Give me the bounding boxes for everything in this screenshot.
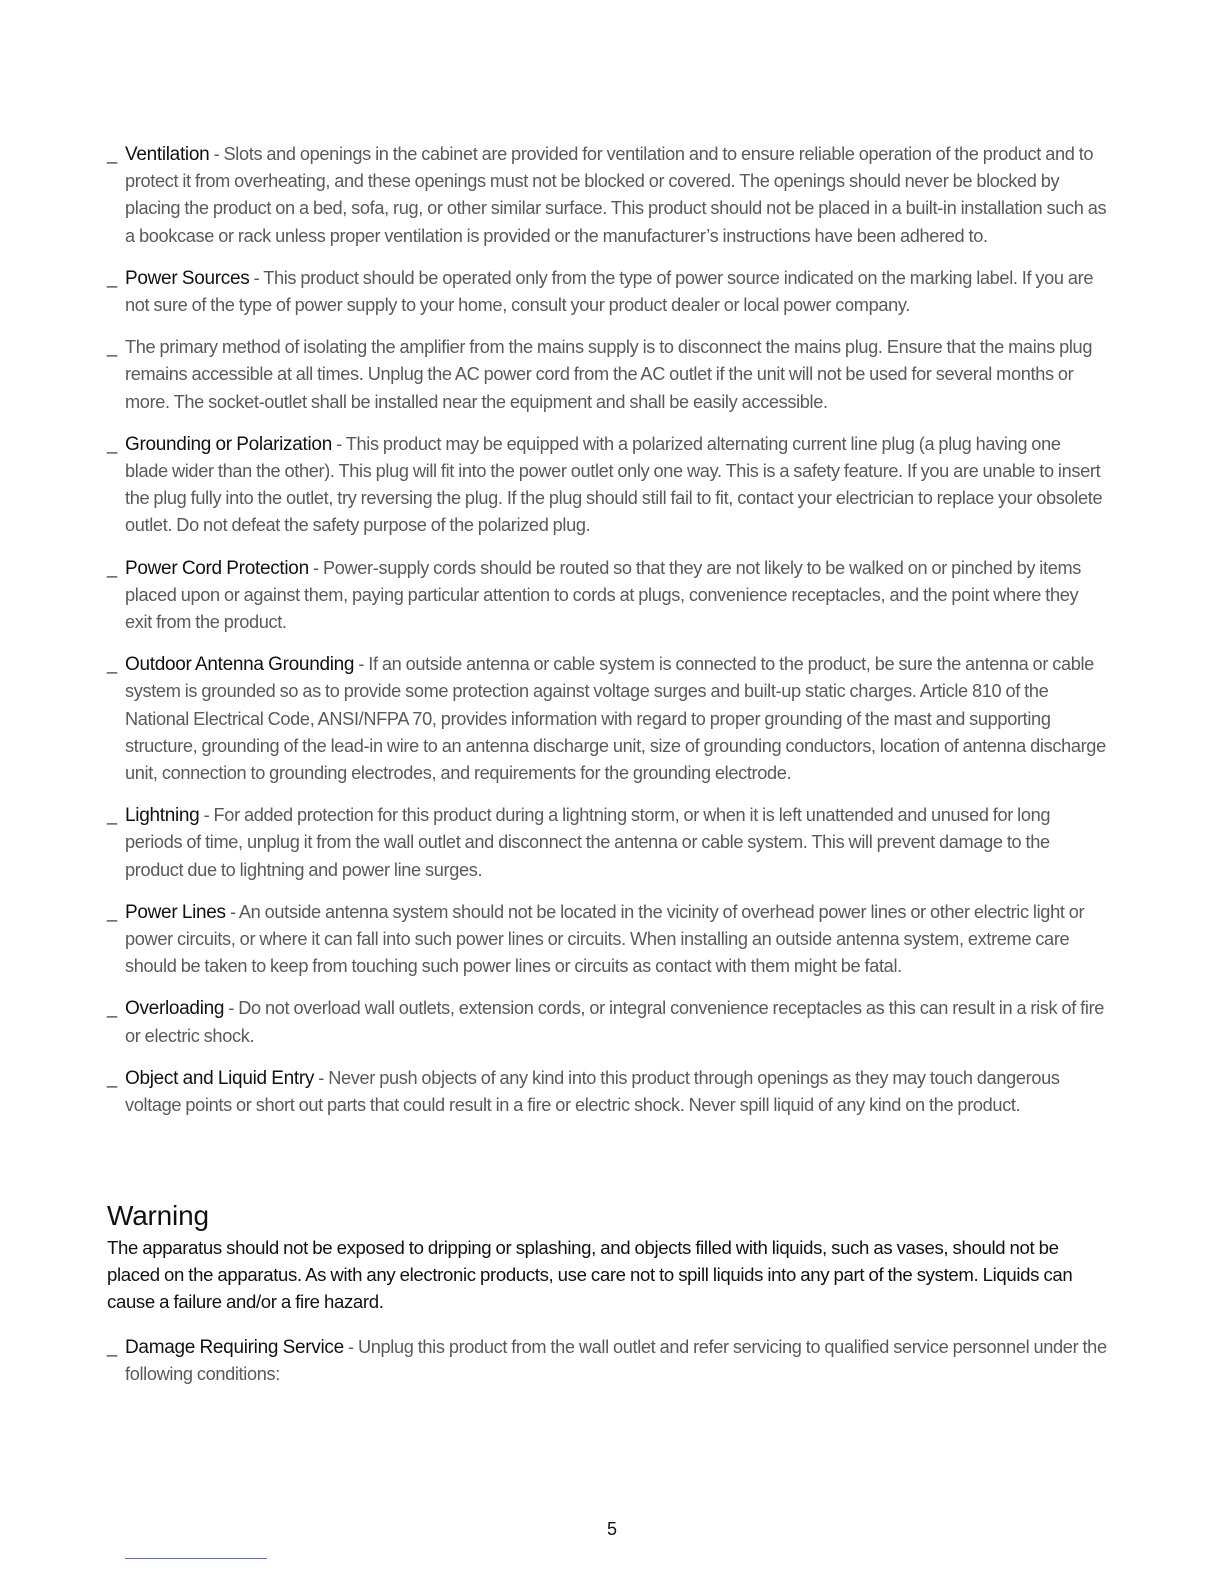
bullet-marker: _ [107,1337,117,1357]
bullet-marker: _ [107,144,117,164]
list-item-power-sources [107,265,1107,319]
item-title: Overloading [125,998,225,1020]
item-title: Object and Liquid Entry [125,1067,315,1089]
item-text: - This product should be operated only from the type of power source indicated on the marking label. If you are not sure of the type of power supply to your home, consult your product dealer or local power company. [125,267,1094,316]
list-item-grounding-polarization [107,431,1107,540]
warning-heading: Warning [107,1200,209,1231]
footnote-divider [125,1558,267,1559]
item-title: Damage Requiring Service [125,1337,344,1358]
page-number: 5 [606,1519,617,1539]
bullet-marker: _ [107,654,117,675]
item-text: - Never push objects of any kind into this product through openings as they may touch dangerous voltage points or short out parts that could result in a fire or electric shock. Never spill liquid of any kind on the product. [125,1067,1060,1116]
list-item-mains-isolation [107,334,1107,416]
safety-instructions-list [107,141,1107,1134]
item-text: - Do not overload wall outlets, extension cords, or integral convenience receptacles as this can result in a risk of fire or electric shock. [125,998,1105,1046]
warning-section [107,1198,1107,1316]
bullet-marker: _ [107,337,117,358]
bullet-marker: _ [107,557,117,578]
item-text: - For added protection for this product during a lightning storm, or when it is left unattended and unused for long periods of time, unplug it from the wall outlet and disconnect the antenna or cable system. This will prevent damage to the product due to lightning and power line surges. [125,805,1051,880]
bullet-marker: _ [107,805,117,826]
safety-instructions-list-continued [107,1334,1107,1403]
bullet-marker: _ [107,998,117,1019]
item-text: - If an outside antenna or cable system is connected to the product, be sure the antenna or cable system is grounded so as to provide some protection against voltage surges and built-up static charges. Article 810 of the National Electrical Code, ANSI/NFPA 70, provides information with regard to proper grounding of the mast and supporting structure, grounding of the lead-in wire to an antenna discharge unit, size of grounding conductors, location of antenna discharge unit, connection to grounding electrodes, and requirements for the grounding electrode. [125,654,1106,784]
bullet-marker: _ [107,267,117,288]
item-text: - Power-supply cords should be routed so that they are not likely to be walked on or pinched by items placed upon or against them, paying particular attention to cords at plugs, convenience receptacles, and the point where they exit from the product. [125,557,1082,633]
list-item-ventilation [107,141,1107,250]
list-item-power-cord-protection [107,555,1107,637]
item-title: Grounding or Polarization [125,433,332,455]
item-title: Power Cord Protection [125,557,309,579]
warning-text: The apparatus should not be exposed to dripping or splashing, and objects filled with liquids, such as vases, should not be placed on the apparatus. As with any electronic products, use care not to spill liquids into any part of the system. Liquids can cause a failure and/or a fire hazard. [107,1237,1073,1313]
list-item-damage-requiring-service [107,1334,1107,1388]
list-item-overloading [107,995,1107,1049]
item-text: - This product may be equipped with a polarized alternating current line plug (a plug having one blade wider than the other). This plug will fit into the power outlet only one way. This is a safety feature. If you are unable to insert the plug fully into the outlet, try reversing the plug. If the plug should still fail to fit, contact your electrician to replace your obsolete outlet. Do not defeat the safety purpose of the polarized plug. [125,433,1103,536]
bullet-marker: _ [107,901,117,922]
list-item-lightning [107,802,1107,884]
item-text: - Slots and openings in the cabinet are provided for ventilation and to ensure reliable operation of the product and to protect it from overheating, and these openings must not be blocked or covered. The openings should never be blocked by placing the product on a bed, sofa, rug, or other similar surface. This product should not be placed in a built-in installation such as a bookcase or rack unless proper ventilation is provided or the manufacturer’s instructions have been adhered to. [125,144,1107,246]
item-text: - Unplug this product from the wall outlet and refer servicing to qualified service personnel under the following conditions: [125,1337,1107,1385]
item-text: - An outside antenna system should not be located in the vicinity of overhead power lines or other electric light or power circuits, or where it can fall into such power lines or circuits. When installing an outside antenna system, extreme care should be taken to keep from touching such power lines or circuits as contact with them might be fatal. [125,901,1085,977]
item-title: Power Lines [125,901,226,923]
list-item-object-liquid-entry [107,1065,1107,1119]
item-title: Ventilation [125,144,210,165]
item-title: Power Sources [125,267,250,289]
item-text: The primary method of isolating the amplifier from the mains supply is to disconnect the mains plug. Ensure that the mains plug remains accessible at all times. Unplug the AC power cord from the AC outlet if the unit will not be used for several months or more. The socket-outlet shall be installed near the equipment and shall be easily accessible. [125,337,1093,412]
list-item-outdoor-antenna-grounding [107,651,1107,787]
bullet-marker: _ [107,433,117,454]
item-title: Lightning [125,805,200,827]
item-title: Outdoor Antenna Grounding [125,654,355,676]
list-item-power-lines [107,899,1107,981]
bullet-marker: _ [107,1067,117,1088]
